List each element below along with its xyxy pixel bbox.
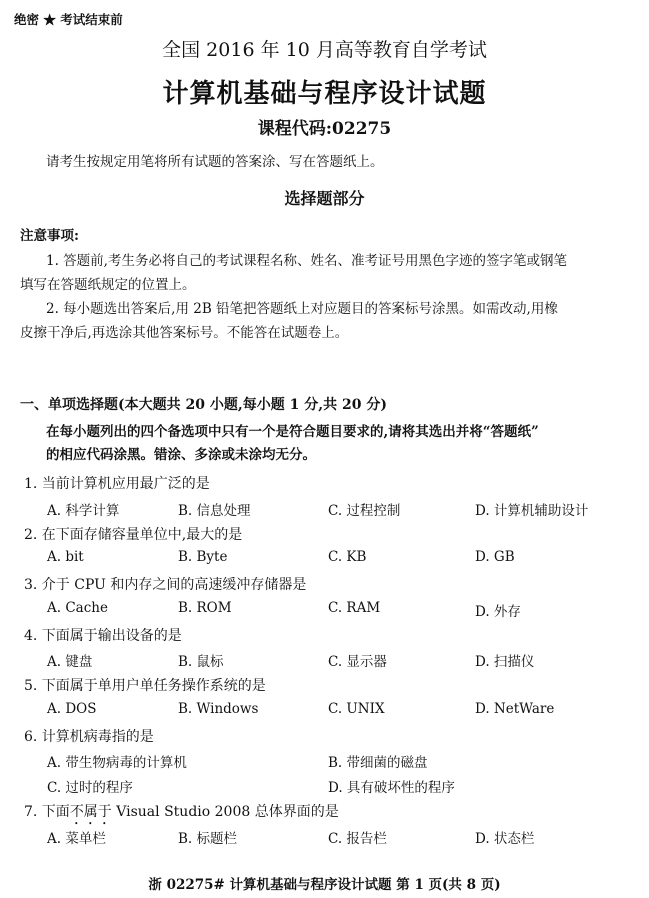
question-4-option-b: B. 鼠标 — [178, 654, 224, 670]
section-title: 选择题部分 — [284, 189, 365, 208]
confidential-mark: 绝密 ★ 考试结束前 — [14, 12, 123, 27]
notes-heading: 注意事项: — [20, 228, 79, 244]
question-3-option-a: A. Cache — [47, 600, 108, 616]
question-1-stem: 1. 当前计算机应用最广泛的是 — [24, 476, 210, 492]
question-2-stem: 2. 在下面存储容量单位中,最大的是 — [24, 527, 243, 543]
question-4-option-c: C. 显示器 — [328, 654, 387, 670]
part1-desc-line-2: 的相应代码涂黑。错涂、多涂或未涂均无分。 — [46, 447, 316, 463]
question-5-option-d: D. NetWare — [475, 701, 555, 717]
part1-desc-line-1: 在每小题列出的四个备选项中只有一个是符合题目要求的,请将其选出并将“答题纸” — [46, 424, 539, 440]
question-6-option-b: B. 带细菌的磁盘 — [328, 755, 428, 771]
question-4-option-a: A. 键盘 — [47, 654, 93, 670]
question-6-option-d: D. 具有破坏性的程序 — [328, 780, 455, 796]
question-7-stem-prefix: 7. 下面 — [24, 804, 70, 820]
question-2-option-b: B. Byte — [178, 549, 228, 565]
instruction: 请考生按规定用笔将所有试题的答案涂、写在答题纸上。 — [46, 154, 384, 170]
note-item-2-line-2: 皮擦干净后,再选涂其他答案标号。不能答在试题卷上。 — [20, 325, 349, 341]
question-4-option-d: D. 扫描仪 — [475, 654, 535, 670]
question-1-option-b: B. 信息处理 — [178, 503, 251, 519]
question-1-option-d: D. 计算机辅助设计 — [475, 503, 589, 519]
question-2-option-d: D. GB — [475, 549, 515, 565]
question-3-option-d: D. 外存 — [475, 604, 521, 620]
question-7-option-d: D. 状态栏 — [475, 831, 535, 847]
page-footer: 浙 02275# 计算机基础与程序设计试题 第 1 页(共 8 页) — [148, 877, 501, 893]
question-7-option-c: C. 报告栏 — [328, 831, 387, 847]
question-4-stem: 4. 下面属于输出设备的是 — [24, 628, 182, 644]
exam-title: 全国 2016 年 10 月高等教育自学考试 — [162, 39, 487, 61]
question-5-stem: 5. 下面属于单用户单任务操作系统的是 — [24, 678, 266, 694]
question-1-option-c: C. 过程控制 — [328, 503, 401, 519]
course-code: 课程代码:02275 — [257, 119, 392, 139]
question-3-stem: 3. 介于 CPU 和内存之间的高速缓冲存储器是 — [24, 577, 307, 593]
question-3-option-b: B. ROM — [178, 600, 232, 616]
question-5-option-a: A. DOS — [47, 701, 97, 717]
question-6-option-c: C. 过时的程序 — [47, 780, 133, 796]
question-2-option-a: A. bit — [47, 549, 84, 565]
question-2-option-c: C. KB — [328, 549, 367, 565]
question-6-option-a: A. 带生物病毒的计算机 — [47, 755, 187, 771]
subject-title: 计算机基础与程序设计试题 — [162, 79, 487, 109]
question-6-stem: 6. 计算机病毒指的是 — [24, 729, 154, 745]
note-item-2-line-1: 2. 每小题选出答案后,用 2B 铅笔把答题纸上对应题目的答案标号涂黑。如需改动,用橡 — [46, 301, 558, 317]
question-3-option-c: C. RAM — [328, 600, 381, 616]
part1-heading: 一、单项选择题(本大题共 20 小题,每小题 1 分,共 20 分) — [20, 397, 387, 413]
question-7-option-a: A. 菜单栏 — [47, 831, 106, 847]
note-item-1-line-2: 填写在答题纸规定的位置上。 — [20, 277, 196, 293]
question-5-option-c: C. UNIX — [328, 701, 385, 717]
note-item-1-line-1: 1. 答题前,考生务必将自己的考试课程名称、姓名、准考证号用黑色字迹的签字笔或钢笔 — [46, 253, 567, 269]
question-7-stem-emphasis: 不属于 — [69, 804, 112, 820]
question-1-option-a: A. 科学计算 — [47, 503, 120, 519]
question-5-option-b: B. Windows — [178, 701, 259, 717]
question-7-stem — [24, 801, 339, 828]
question-7-option-b: B. 标题栏 — [178, 831, 238, 847]
question-7-stem-suffix: Visual Studio 2008 总体界面的是 — [111, 804, 339, 820]
